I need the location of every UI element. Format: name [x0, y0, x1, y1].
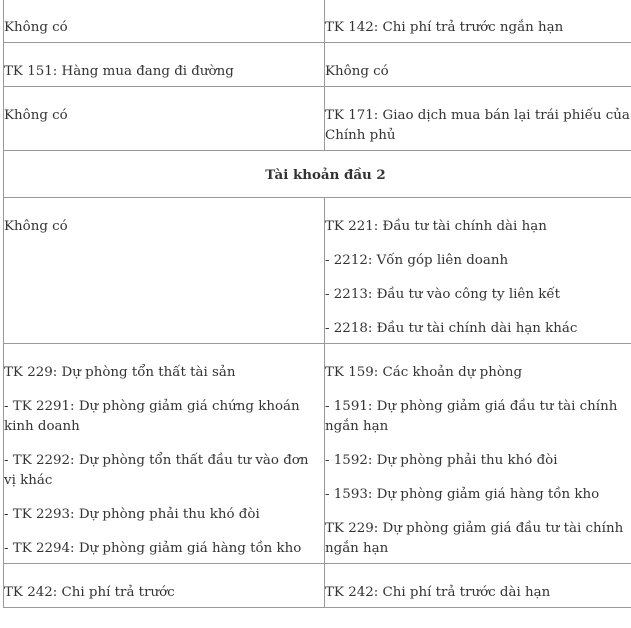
cell-text: TK 171: Giao dịch mua bán lại trái phiếu của Chính phủ	[325, 108, 630, 143]
cell-text: Không có	[4, 219, 68, 234]
cell-subline: - TK 2291: Dự phòng giảm giá chứng khoán kinh doanh	[4, 399, 300, 434]
table-row	[4, 87, 631, 151]
new-account-cell	[325, 43, 631, 87]
section-header-row	[4, 151, 631, 198]
cell-text: Không có	[325, 64, 389, 79]
cell-subline: - 2212: Vốn góp liên doanh	[325, 253, 509, 268]
old-account-cell	[4, 198, 325, 344]
cell-text: TK 221: Đầu tư tài chính dài hạn	[325, 219, 547, 234]
account-comparison-table	[3, 0, 631, 608]
table-row	[4, 344, 631, 564]
cell-subline: - 1592: Dự phòng phải thu khó đòi	[325, 453, 558, 468]
old-account-cell	[4, 43, 325, 87]
cell-subline: - 1591: Dự phòng giảm giá đầu tư tài chính ngắn hạn	[325, 399, 618, 434]
cell-subline: - TK 2293: Dự phòng phải thu khó đòi	[4, 507, 260, 522]
table-row	[4, 0, 631, 43]
table-row	[4, 198, 631, 344]
old-account-cell	[4, 0, 325, 43]
cell-subline: - TK 2292: Dự phòng tổn thất đầu tư vào đơn vị khác	[4, 453, 309, 488]
cell-subline: - 1593: Dự phòng giảm giá hàng tồn kho	[325, 487, 600, 502]
table-body	[4, 0, 631, 608]
section-header-cell	[4, 151, 631, 198]
cell-text: Không có	[4, 20, 68, 35]
new-account-cell	[325, 344, 631, 564]
old-account-cell	[4, 344, 325, 564]
new-account-cell	[325, 0, 631, 43]
cell-text: Không có	[4, 108, 68, 123]
cell-text: TK 242: Chi phí trả trước dài hạn	[325, 585, 551, 600]
cell-text: TK 229: Dự phòng tổn thất tài sản	[4, 365, 236, 380]
cell-text: TK 151: Hàng mua đang đi đường	[4, 64, 234, 79]
cell-text: TK 142: Chi phí trả trước ngắn hạn	[325, 20, 564, 35]
cell-subline: TK 229: Dự phòng giảm giá đầu tư tài chính ngắn hạn	[325, 521, 624, 556]
cell-subline: - 2213: Đầu tư vào công ty liên kết	[325, 287, 560, 302]
cell-subline: - TK 2294: Dự phòng giảm giá hàng tồn kho	[4, 541, 302, 556]
new-account-cell	[325, 87, 631, 151]
old-account-cell	[4, 564, 325, 608]
new-account-cell	[325, 564, 631, 608]
cell-text: TK 159: Các khoản dự phòng	[325, 365, 523, 380]
cell-subline: - 2218: Đầu tư tài chính dài hạn khác	[325, 321, 578, 336]
old-account-cell	[4, 87, 325, 151]
cell-text: TK 242: Chi phí trả trước	[4, 585, 175, 600]
table-row	[4, 43, 631, 87]
section-title: Tài khoản đầu 2	[265, 167, 386, 183]
table-row	[4, 564, 631, 608]
new-account-cell	[325, 198, 631, 344]
